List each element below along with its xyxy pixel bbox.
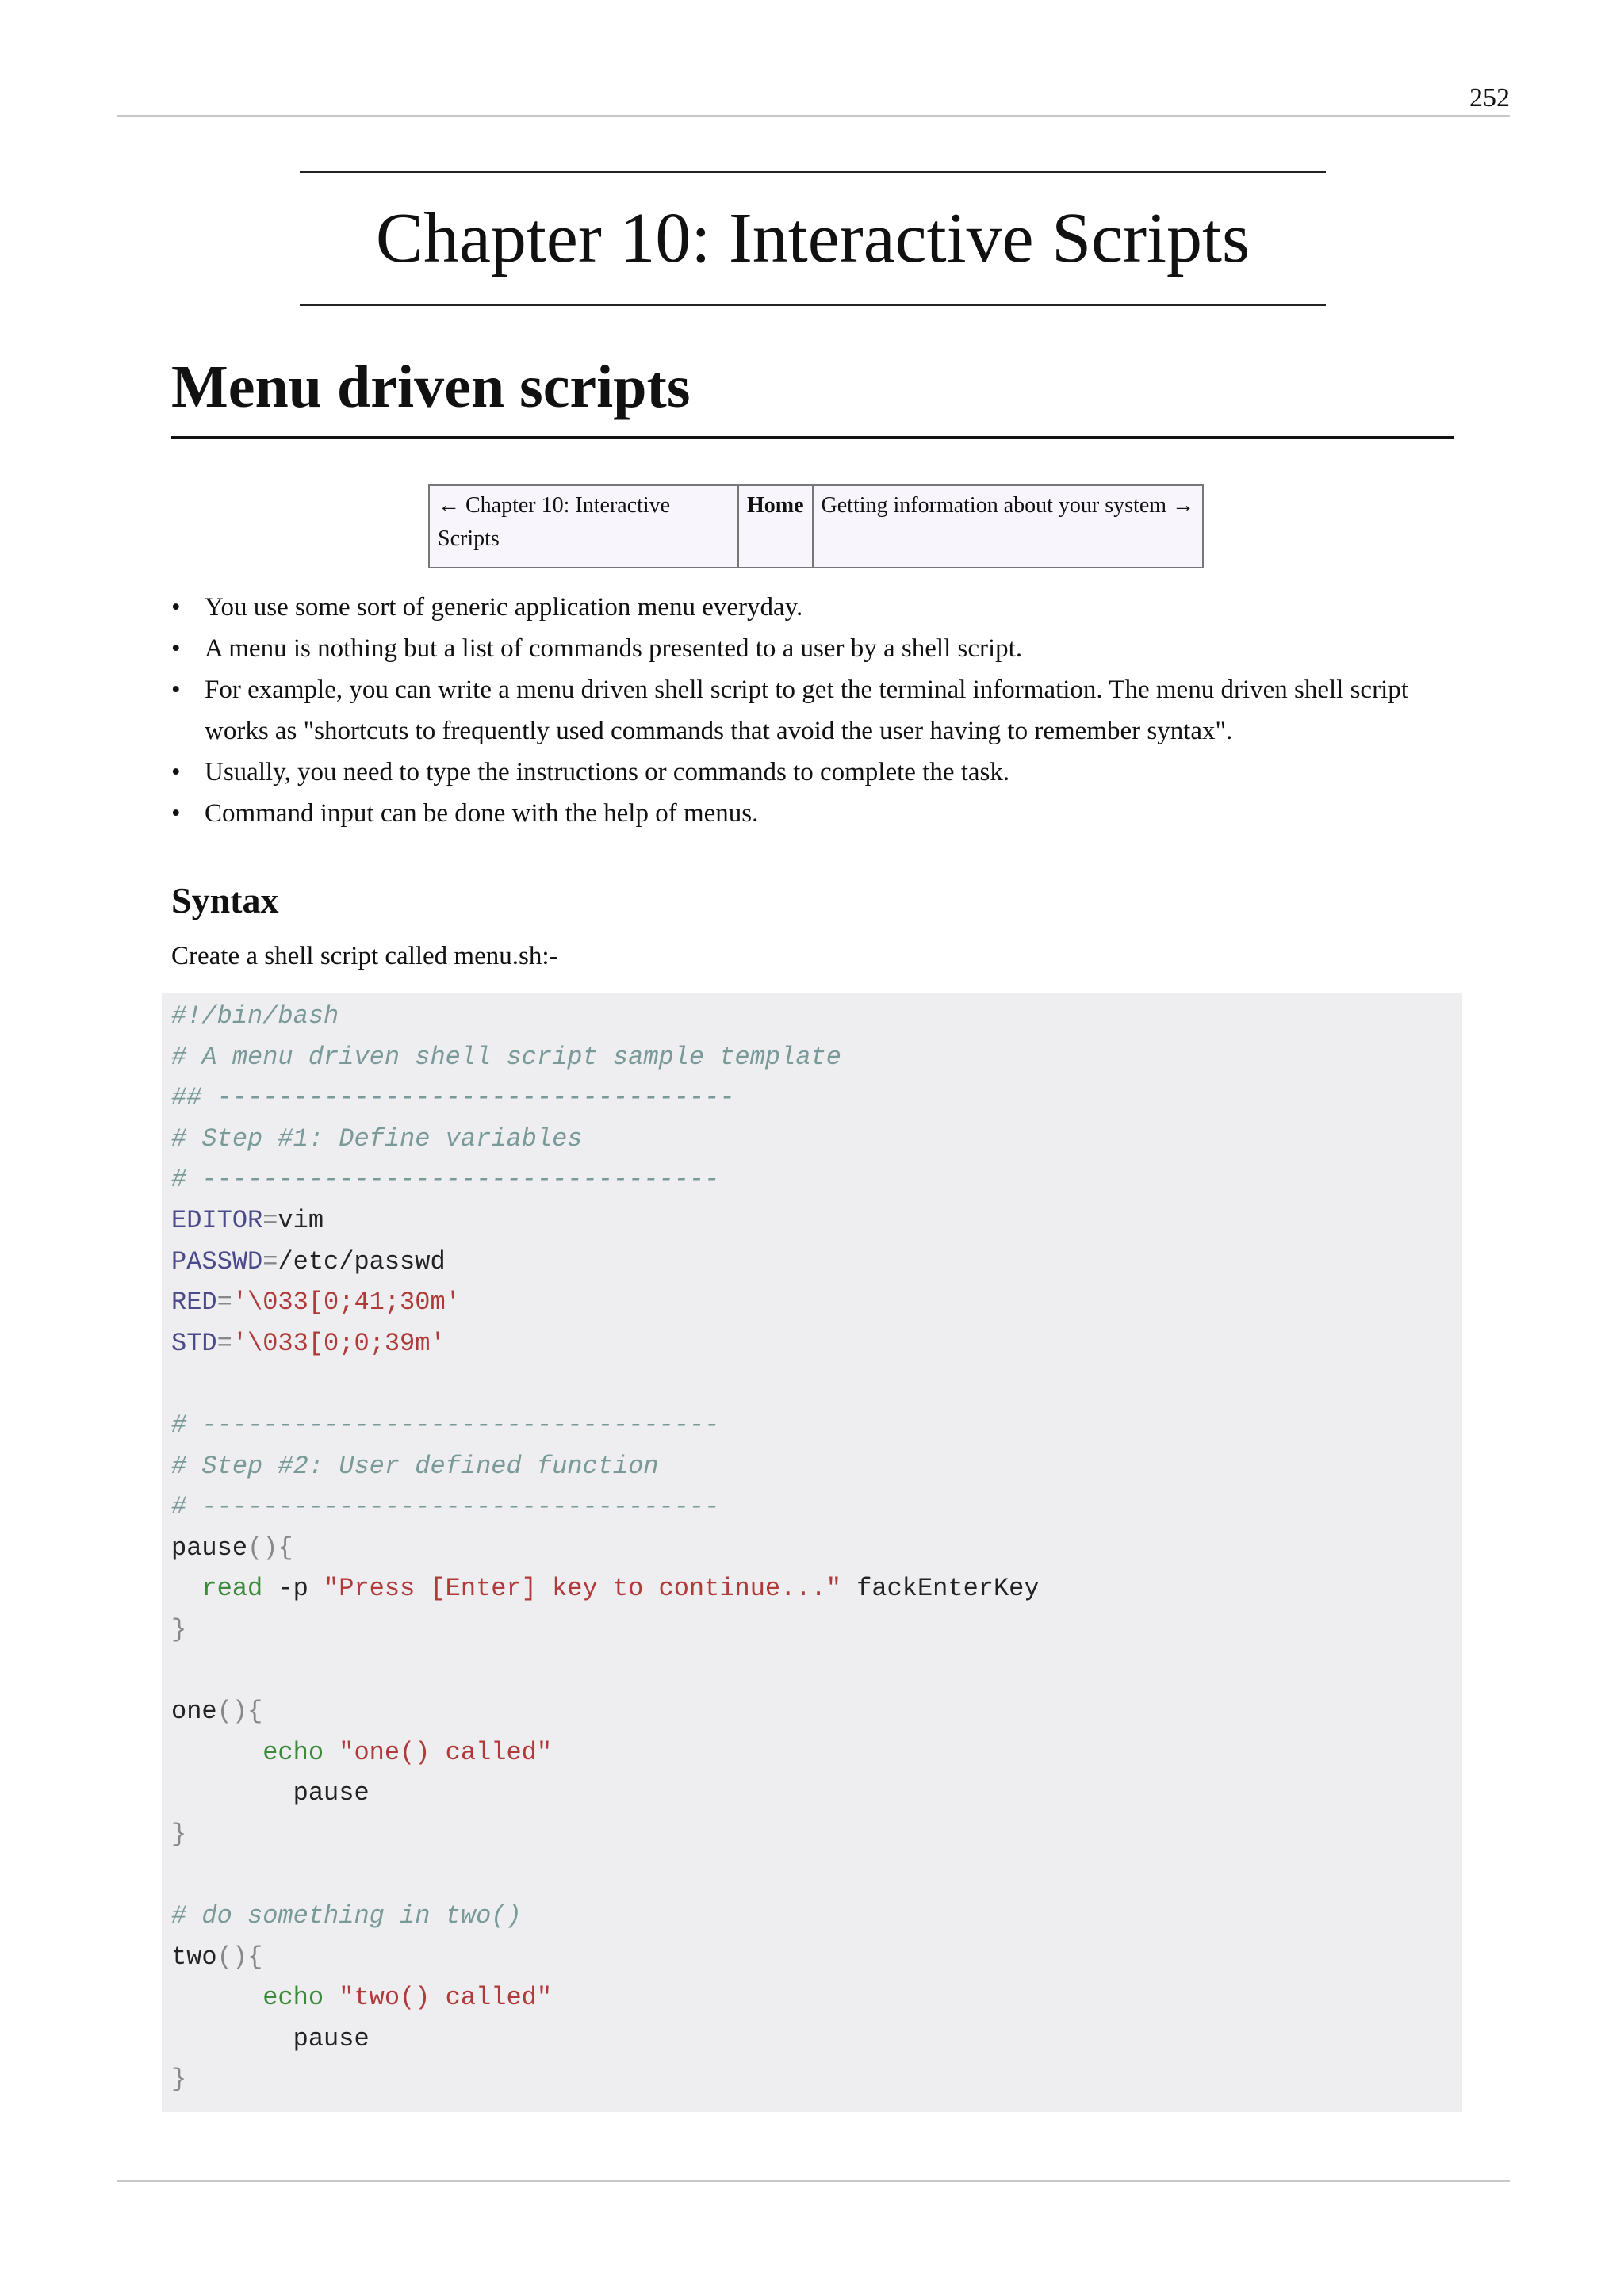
code-line [171,1568,1462,1609]
navigation-table [428,484,1204,568]
footer-divider [117,2180,1510,2182]
syntax-heading: Syntax [171,880,279,920]
code-token: "one() called" [339,1737,553,1767]
code-token: = [216,1328,232,1358]
code-token: ## ---------------------------------- [171,1083,735,1113]
code-token: echo [262,1737,324,1767]
code-token: one [171,1697,217,1727]
code-token: echo [262,1983,324,2013]
page-number: 252 [1469,83,1510,113]
code-token [324,1738,339,1767]
code-line [171,1651,1462,1692]
code-token: -p [262,1574,324,1604]
code-token: /etc/passwd [278,1246,446,1276]
code-lines [171,993,1462,2100]
code-token: = [262,1205,278,1235]
code-token: "two() called" [339,1983,553,2013]
code-line [171,2019,1462,2060]
code-token: fackEnterKey [841,1574,1040,1604]
code-line [171,1405,1462,1446]
code-line [171,996,1462,1037]
code-token: two [171,1942,217,1972]
code-token: } [171,1614,187,1644]
code-line [171,2059,1462,2100]
code-token: # do something in two() [171,1901,522,1931]
code-token [171,1738,262,1767]
code-line [171,1814,1462,1855]
nav-home-label: Home [747,493,804,518]
chapter-title: Chapter 10: Interactive Scripts [375,199,1251,277]
code-line [171,1896,1462,1937]
code-token: PASSWD [171,1246,263,1276]
nav-next-label: Getting information about your system [821,493,1167,518]
list-item: • Usually, you need to type the instructions or commands to complete the task. [171,752,1408,793]
code-line [171,1732,1462,1774]
code-token: #!/bin/bash [171,1001,339,1031]
code-line [171,1487,1462,1528]
code-token: RED [171,1288,217,1318]
code-line [171,1037,1462,1078]
code-token: (){ [216,1942,263,1972]
code-token: # ---------------------------------- [171,1165,720,1195]
code-line [171,1282,1462,1323]
code-block [162,993,1462,2112]
code-token: # ---------------------------------- [171,1492,720,1522]
code-token [171,1574,201,1603]
code-token: # ---------------------------------- [171,1410,720,1440]
code-line [171,1200,1462,1242]
code-token [324,1983,339,2012]
code-line [171,1528,1462,1569]
code-line [171,1446,1462,1487]
code-token: '\033[0;0;39m' [232,1328,446,1358]
code-token: EDITOR [171,1205,263,1235]
code-token: # Step #1: Define variables [171,1123,583,1154]
code-line [171,1364,1462,1405]
code-line [171,1077,1462,1119]
section-title: Menu driven scripts [171,347,1454,439]
code-line [171,1323,1462,1364]
code-token: } [171,1819,187,1849]
arrow-right-icon: → [1172,493,1195,518]
code-token: read [201,1574,263,1604]
code-token: (){ [247,1533,293,1563]
nav-previous-label: Chapter 10: Interactive Scripts [438,493,671,551]
chapter-title-block [300,171,1326,306]
code-token: pause [171,1778,370,1808]
syntax-intro: Create a shell script called menu.sh:- [171,942,558,970]
arrow-left-icon: ← [438,493,460,518]
list-item: • For example, you can write a menu driven shell script to get the terminal information. The menu driven shell script works as "shortcuts to frequently used commands that avoid the user having to remember syntax". [171,669,1408,752]
code-token: } [171,2064,187,2095]
bullet-list [171,587,1408,834]
code-token: STD [171,1328,217,1358]
code-line [171,1773,1462,1814]
code-token: pause [171,1533,248,1563]
code-line [171,1691,1462,1732]
code-line [171,1159,1462,1200]
list-item: • Command input can be done with the help of menus. [171,793,1408,834]
code-token: vim [278,1205,324,1235]
code-token: (){ [216,1697,263,1727]
nav-previous-link[interactable] [429,485,738,568]
list-item: • You use some sort of generic application menu everyday. [171,587,1408,628]
nav-home-link[interactable] [738,485,813,568]
code-token: '\033[0;41;30m' [232,1288,461,1318]
code-token: pause [171,2023,370,2053]
code-token: = [262,1246,278,1276]
code-line [171,1242,1462,1283]
code-token: = [216,1288,232,1318]
code-line [171,1609,1462,1651]
nav-next-link[interactable] [813,485,1204,568]
code-token: # Step #2: User defined function [171,1451,659,1481]
header-divider [117,115,1510,117]
code-line [171,1937,1462,1978]
code-line [171,1119,1462,1160]
code-token: # A menu driven shell script sample template [171,1042,841,1072]
code-line [171,1854,1462,1896]
code-token [171,1983,262,2012]
code-line [171,1977,1462,2019]
code-token: "Press [Enter] key to continue..." [324,1574,841,1604]
list-item: • A menu is nothing but a list of commands presented to a user by a shell script. [171,628,1408,669]
